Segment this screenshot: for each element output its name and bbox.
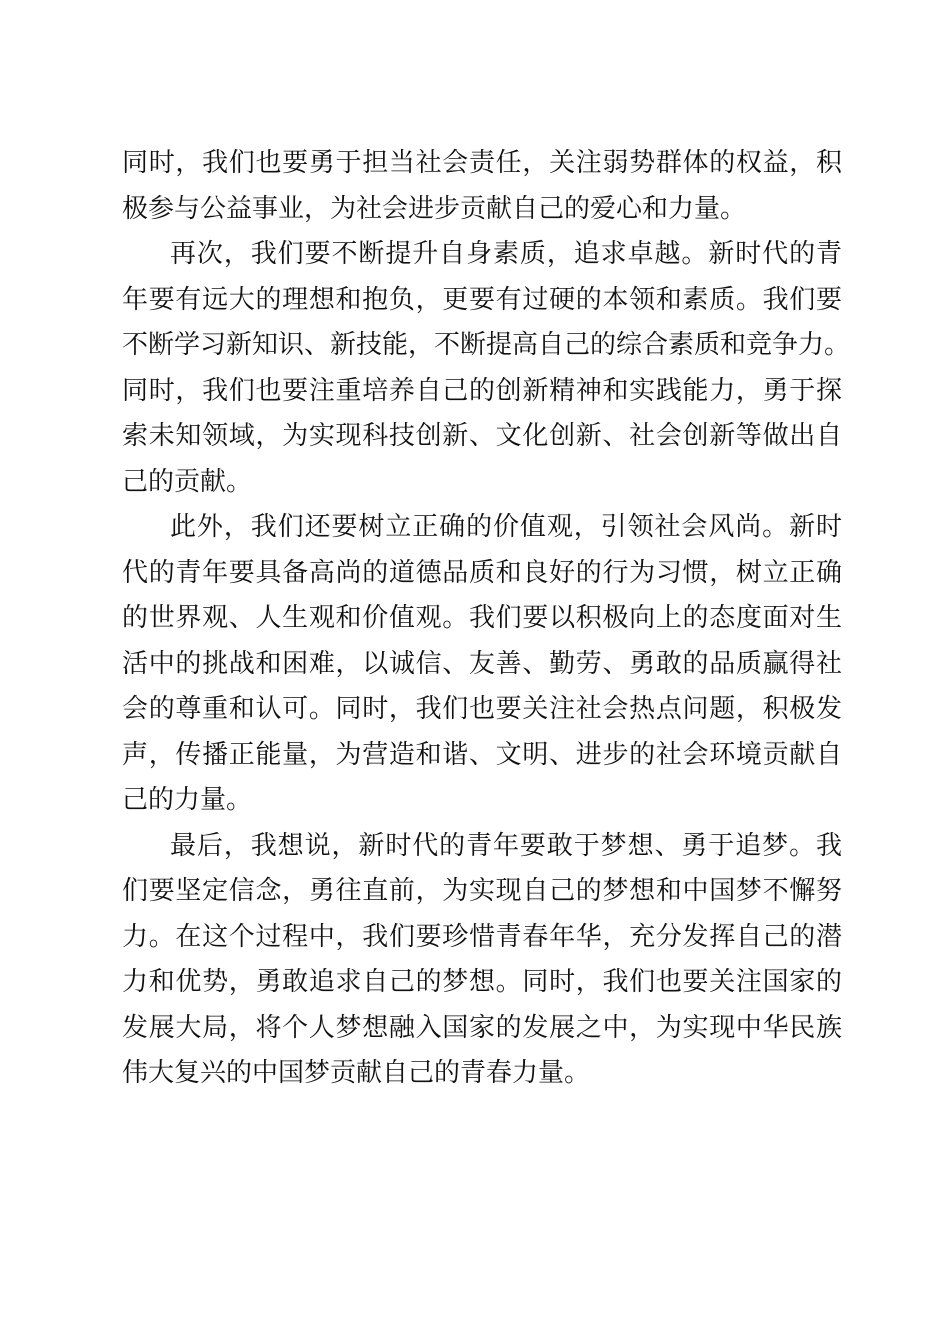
text-line: 们要坚定信念，勇往直前，为实现自己的梦想和中国梦不懈努 [122,876,842,906]
text-line: 活中的挑战和困难，以诚信、友善、勤劳、勇敢的品质赢得社 [122,648,842,679]
text-line: 年要有远大的理想和抱负，更要有过硬的本领和素质。我们要 [122,284,842,315]
text-line: 声，传播正能量，为营造和谐、文明、进步的社会环境贡献自 [122,739,842,770]
text-line: 力。在这个过程中，我们要珍惜青春年华，充分发挥自己的潜 [122,921,842,952]
paragraph-start-line: 再次，我们要不断提升自身素质，追求卓越。新时代的青 [170,239,842,269]
text-line: 极参与公益事业，为社会进步贡献自己的爱心和力量。 [122,193,747,224]
text-line: 同时，我们也要勇于担当社会责任，关注弱势群体的权益，积 [122,148,842,178]
paragraph-start-line: 最后，我想说，新时代的青年要敢于梦想、勇于追梦。我 [170,830,842,861]
text-line: 代的青年要具备高尚的道德品质和良好的行为习惯，树立正确 [122,557,842,588]
text-line: 不断学习新知识、新技能，不断提高自己的综合素质和竞争力。 [122,330,851,360]
text-line: 同时，我们也要注重培养自己的创新精神和实践能力，勇于探 [122,375,842,406]
paragraph-start-line: 此外，我们还要树立正确的价值观，引领社会风尚。新时 [170,512,842,542]
text-line: 力和优势，勇敢追求自己的梦想。同时，我们也要关注国家的 [122,967,842,997]
text-line: 发展大局，将个人梦想融入国家的发展之中，为实现中华民族 [122,1012,842,1043]
document-body [122,141,851,1097]
text-line: 己的力量。 [122,785,253,815]
text-line: 会的尊重和认可。同时，我们也要关注社会热点问题，积极发 [122,694,842,724]
text-line: 的世界观、人生观和价值观。我们要以积极向上的态度面对生 [122,603,842,633]
text-line: 索未知领域，为实现科技创新、文化创新、社会创新等做出自 [122,421,842,451]
text-line: 己的贡献。 [122,466,253,497]
text-line: 伟大复兴的中国梦贡献自己的青春力量。 [122,1058,591,1088]
